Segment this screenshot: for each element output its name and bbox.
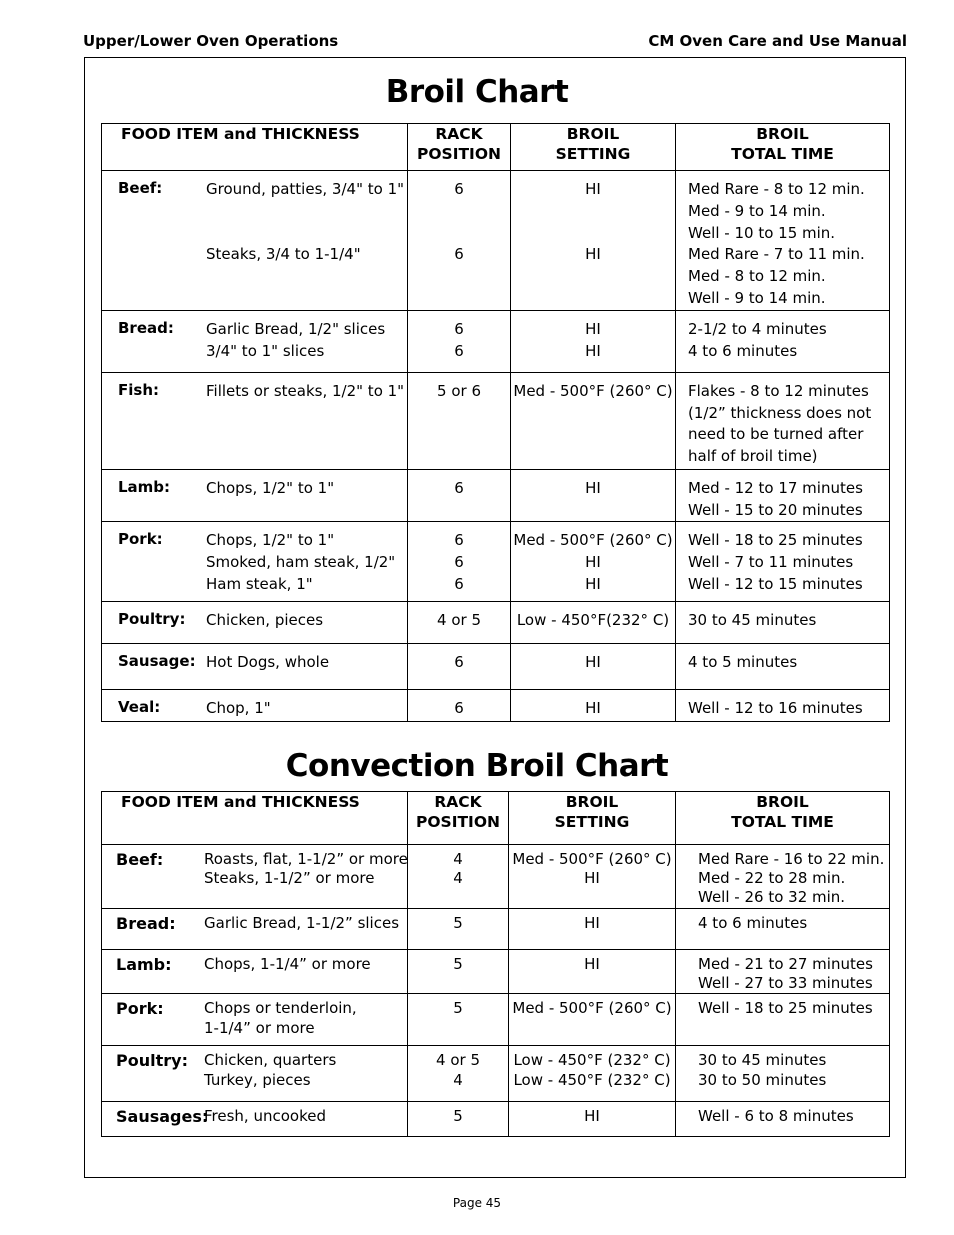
time-cell (676, 950, 890, 994)
broil-setting: Med - 500°F (260° C) (513, 381, 673, 400)
rack-cell (408, 1102, 509, 1137)
time-cell (676, 522, 890, 602)
food-cell (102, 950, 408, 994)
food-item: Hot Dogs, whole (206, 653, 330, 672)
rack-cell (408, 690, 511, 722)
table-row (102, 690, 890, 722)
broil-time: Well - 9 to 14 min. (688, 288, 826, 307)
food-cell (102, 469, 408, 522)
rack-position: 6 (454, 341, 464, 360)
column-header-rack: RACK POSITION (408, 124, 511, 171)
food-item (206, 201, 407, 223)
food-category: Poultry: (118, 610, 186, 629)
rack-position: 6 (454, 319, 464, 338)
broil-time: 4 to 6 minutes (698, 914, 808, 932)
broil-time: half of broil time) (688, 447, 818, 466)
food-category: Beef: (118, 179, 163, 197)
table-row (102, 644, 890, 690)
table-row (102, 909, 890, 950)
page-number: Page 45 (452, 1196, 502, 1210)
column-header-rack: RACK POSITION (408, 792, 509, 845)
setting-cell (509, 845, 676, 909)
rack-cell (408, 644, 511, 690)
rack-cell (408, 602, 511, 644)
rack-cell (408, 909, 509, 950)
rack-cell (408, 522, 511, 602)
setting-cell (509, 1046, 676, 1102)
food-cell (102, 909, 408, 950)
broil-setting: HI (585, 574, 601, 593)
food-item: Steaks, 3/4 to 1-1/4" (206, 245, 361, 264)
table-row (102, 1102, 890, 1137)
table-row (102, 1046, 890, 1102)
broil-setting: Low - 450°F (232° C) (513, 1051, 671, 1070)
setting-cell (509, 1102, 676, 1137)
setting-cell (511, 372, 676, 469)
food-cell (102, 644, 408, 690)
food-item: Smoked, ham steak, 1/2" (206, 553, 396, 572)
broil-setting: HI (584, 1107, 600, 1126)
food-cell (102, 310, 408, 372)
rack-position: 5 (453, 1107, 463, 1126)
rack-cell (408, 1046, 509, 1102)
rack-cell (408, 845, 509, 909)
food-category: Pork: (118, 530, 163, 549)
table-row (102, 171, 890, 311)
rack-position (408, 223, 510, 245)
food-category: Poultry: (116, 1051, 188, 1071)
time-cell (676, 1102, 890, 1137)
rack-position: 5 (453, 955, 463, 973)
time-cell (676, 310, 890, 372)
time-cell (676, 171, 890, 311)
column-header-time: BROIL TOTAL TIME (676, 124, 890, 171)
broil-setting: HI (584, 869, 600, 888)
food-category: Sausages: (116, 1107, 209, 1127)
food-item: Chops, 1/2" to 1" (206, 531, 335, 550)
table-row (102, 845, 890, 909)
food-item: Chicken, pieces (206, 611, 324, 630)
rack-position: 6 (454, 574, 464, 593)
broil-setting: HI (585, 180, 601, 198)
broil-setting: HI (585, 653, 601, 672)
column-header-time: BROIL TOTAL TIME (676, 792, 890, 845)
broil-setting (511, 223, 675, 245)
rack-position (408, 201, 510, 223)
food-cell (102, 845, 408, 909)
broil-time: Well - 12 to 15 minutes (688, 574, 863, 593)
table-row (102, 994, 890, 1046)
rack-position: 5 or 6 (437, 381, 481, 400)
food-cell (102, 1102, 408, 1137)
convection-broil-chart-title: Convection Broil Chart (285, 748, 669, 784)
table-row (102, 469, 890, 522)
column-header-food: FOOD ITEM and THICKNESS (102, 792, 408, 845)
rack-cell (408, 171, 511, 311)
food-category: Lamb: (116, 955, 172, 974)
setting-cell (511, 171, 676, 311)
broil-time: 30 to 45 minutes (698, 1051, 827, 1070)
food-item: Fresh, uncooked (204, 1107, 326, 1126)
food-cell (102, 372, 408, 469)
food-item: Chicken, quarters (204, 1051, 337, 1070)
food-item: Garlic Bread, 1-1/2” slices (204, 914, 400, 932)
broil-time: Med - 9 to 14 min. (688, 201, 826, 220)
broil-setting: HI (584, 955, 600, 973)
time-cell (676, 1046, 890, 1102)
rack-position: 6 (454, 478, 464, 497)
broil-time: 4 to 6 minutes (688, 341, 798, 360)
setting-cell (509, 994, 676, 1046)
food-item: Chops or tenderloin, (204, 999, 357, 1018)
rack-position: 5 (453, 914, 463, 932)
food-item: Chop, 1" (206, 699, 271, 718)
food-item: Roasts, flat, 1-1/2” or more (204, 850, 408, 868)
time-cell (676, 372, 890, 469)
broil-time: Well - 12 to 16 minutes (688, 699, 863, 718)
broil-time: Well - 10 to 15 min. (688, 223, 836, 242)
food-cell (102, 690, 408, 722)
broil-time: Well - 6 to 8 minutes (698, 1107, 854, 1126)
food-cell (102, 522, 408, 602)
broil-chart-table (101, 123, 890, 722)
rack-position: 4 (453, 1070, 463, 1089)
food-category: Beef: (116, 850, 164, 869)
rack-cell (408, 994, 509, 1046)
table-row (102, 372, 890, 469)
rack-position: 6 (454, 553, 464, 572)
broil-time: Med Rare - 7 to 11 min. (688, 245, 865, 264)
setting-cell (509, 909, 676, 950)
broil-chart-title: Broil Chart (385, 74, 569, 110)
broil-setting: Med - 500°F (260° C) (513, 531, 673, 550)
broil-time: Med - 21 to 27 minutes (698, 955, 873, 973)
food-item: 1-1/4” or more (204, 1018, 315, 1037)
column-header-setting: BROIL SETTING (511, 124, 676, 171)
rack-position: 6 (454, 245, 464, 264)
food-category: Bread: (118, 318, 174, 337)
time-cell (676, 845, 890, 909)
broil-setting: HI (585, 699, 601, 718)
rack-position: 6 (454, 180, 464, 198)
food-item: Fillets or steaks, 1/2" to 1" (206, 381, 405, 400)
broil-time: Med - 8 to 12 min. (688, 267, 826, 286)
broil-time: Flakes - 8 to 12 minutes (688, 381, 869, 400)
table-row (102, 602, 890, 644)
broil-time: Med Rare - 8 to 12 min. (688, 180, 865, 198)
broil-setting: Low - 450°F (232° C) (513, 1070, 671, 1089)
broil-setting (511, 201, 675, 223)
rack-position: 4 or 5 (437, 611, 481, 630)
convection-broil-chart-table (101, 791, 890, 1137)
broil-setting: Med - 500°F (260° C) (512, 999, 672, 1018)
broil-setting: Med - 500°F (260° C) (512, 850, 672, 868)
rack-position: 4 (453, 869, 463, 888)
setting-cell (511, 602, 676, 644)
setting-cell (511, 522, 676, 602)
food-cell (102, 171, 408, 311)
food-item: Ham steak, 1" (206, 574, 313, 593)
section-header: Upper/Lower Oven Operations (83, 32, 339, 50)
broil-time: Med Rare - 16 to 22 min. (698, 850, 885, 868)
broil-setting: HI (585, 245, 601, 264)
rack-cell (408, 372, 511, 469)
setting-cell (511, 469, 676, 522)
column-header-food: FOOD ITEM and THICKNESS (102, 124, 408, 171)
rack-cell (408, 469, 511, 522)
broil-time: Well - 18 to 25 minutes (688, 531, 863, 550)
broil-time: 2-1/2 to 4 minutes (688, 319, 827, 338)
broil-setting: HI (585, 553, 601, 572)
table-row (102, 950, 890, 994)
broil-time: Well - 15 to 20 minutes (688, 500, 863, 519)
broil-time: Well - 18 to 25 minutes (698, 999, 873, 1018)
broil-time: Med - 12 to 17 minutes (688, 478, 863, 497)
food-cell (102, 994, 408, 1046)
rack-cell (408, 310, 511, 372)
broil-time: 4 to 5 minutes (688, 653, 798, 672)
column-header-setting: BROIL SETTING (509, 792, 676, 845)
rack-cell (408, 950, 509, 994)
rack-position: 5 (453, 999, 463, 1018)
rack-position: 4 (453, 850, 463, 868)
broil-setting: HI (585, 478, 601, 497)
food-item: Chops, 1/2" to 1" (206, 478, 335, 497)
time-cell (676, 602, 890, 644)
rack-position: 6 (454, 653, 464, 672)
food-item: 3/4" to 1" slices (206, 341, 325, 360)
setting-cell (509, 950, 676, 994)
food-item: Turkey, pieces (204, 1070, 311, 1089)
food-item: Ground, patties, 3/4" to 1" (206, 180, 405, 198)
broil-setting: HI (584, 914, 600, 932)
food-cell (102, 602, 408, 644)
broil-time: Well - 27 to 33 minutes (698, 974, 873, 993)
broil-setting: Low - 450°F(232° C) (516, 611, 670, 630)
broil-setting: HI (585, 319, 601, 338)
broil-time: need to be turned after (688, 425, 864, 444)
broil-time: 30 to 45 minutes (688, 611, 817, 630)
time-cell (676, 690, 890, 722)
food-item: Garlic Bread, 1/2" slices (206, 319, 386, 338)
broil-time: (1/2” thickness does not (688, 403, 872, 422)
broil-time: Well - 7 to 11 minutes (688, 553, 854, 572)
rack-position: 6 (454, 531, 464, 550)
broil-time: 30 to 50 minutes (698, 1070, 827, 1089)
broil-time: Well - 26 to 32 min. (698, 888, 846, 907)
food-item: Chops, 1-1/4” or more (204, 955, 371, 973)
setting-cell (511, 644, 676, 690)
food-item (206, 223, 407, 245)
food-category: Pork: (116, 999, 164, 1019)
food-category: Veal: (118, 698, 161, 717)
table-row (102, 522, 890, 602)
setting-cell (511, 690, 676, 722)
broil-time: Med - 22 to 28 min. (698, 869, 846, 888)
broil-setting: HI (585, 341, 601, 360)
time-cell (676, 994, 890, 1046)
rack-position: 4 or 5 (436, 1051, 480, 1070)
time-cell (676, 644, 890, 690)
food-category: Lamb: (118, 477, 171, 496)
manual-title: CM Oven Care and Use Manual (648, 32, 907, 50)
rack-position: 6 (454, 699, 464, 718)
food-cell (102, 1046, 408, 1102)
time-cell (676, 909, 890, 950)
food-category: Sausage: (118, 652, 196, 671)
time-cell (676, 469, 890, 522)
setting-cell (511, 310, 676, 372)
food-category: Bread: (116, 914, 176, 933)
food-item: Steaks, 1-1/2” or more (204, 869, 375, 888)
food-category: Fish: (118, 380, 159, 399)
table-row (102, 310, 890, 372)
